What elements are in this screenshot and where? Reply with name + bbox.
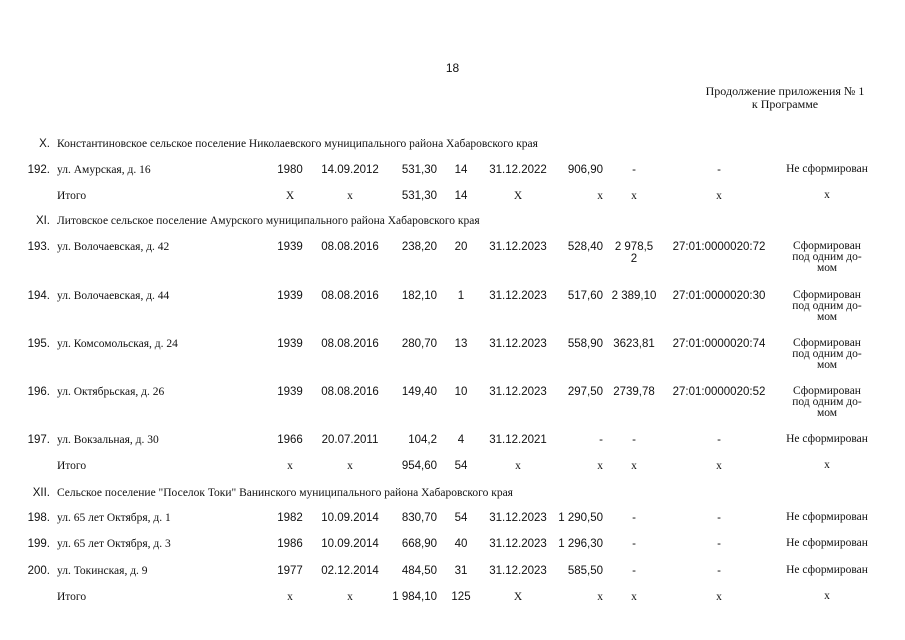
row-cost: 517,60 (567, 290, 603, 302)
row-status: Сформирован под одним до- мом (792, 337, 862, 371)
row-area: 149,40 (401, 386, 437, 398)
row-cadastral-number: 27:01:0000020:52 (672, 386, 766, 398)
total-cost: х (597, 591, 603, 603)
row-year: 1977 (277, 565, 303, 577)
total-count: 14 (454, 190, 468, 202)
row-area: 280,70 (401, 338, 437, 350)
row-date: 08.08.2016 (321, 241, 379, 253)
appendix-note-line-2: к Программе (751, 97, 819, 111)
row-address: ул. 65 лет Октября, д. 3 (57, 538, 171, 550)
row-year: 1966 (277, 434, 303, 446)
section-title: Сельское поселение "Поселок Токи" Ванинского муниципального района Хабаровского края (57, 487, 513, 499)
total-cost-2: х (631, 460, 637, 472)
section-roman-numeral: XI. (35, 215, 50, 227)
row-cost: 1 290,50 (558, 512, 603, 524)
row-date: 20.07.2011 (321, 434, 379, 446)
row-number: 199. (27, 538, 50, 550)
row-cost: 558,90 (567, 338, 603, 350)
appendix-note-line-1: Продолжение приложения № 1 (705, 84, 865, 98)
row-status: Не сформирован (786, 433, 868, 445)
section-roman-numeral: XII. (32, 487, 50, 499)
row-number: 198. (27, 512, 50, 524)
row-status: Сформирован под одним до- мом (792, 289, 862, 323)
row-number: 192. (27, 164, 50, 176)
row-cadastral-number: 27:01:0000020:72 (672, 241, 766, 253)
total-year: х (287, 460, 293, 472)
row-cadastral-number: - (717, 565, 721, 577)
total-deadline: х (515, 460, 521, 472)
row-status: Сформирован под одним до- мом (792, 240, 862, 274)
row-count: 10 (454, 386, 468, 398)
row-cost: 297,50 (567, 386, 603, 398)
row-number: 200. (27, 565, 50, 577)
total-cost-2: х (631, 190, 637, 202)
row-address: ул. Амурская, д. 16 (57, 164, 151, 176)
row-status: Не сформирован (786, 537, 868, 549)
row-deadline: 31.12.2021 (489, 434, 547, 446)
row-cost: 1 296,30 (558, 538, 603, 550)
total-date: х (347, 591, 353, 603)
row-deadline: 31.12.2023 (489, 386, 547, 398)
row-number: 197. (27, 434, 50, 446)
row-deadline: 31.12.2023 (489, 565, 547, 577)
row-year: 1939 (277, 290, 303, 302)
row-number: 193. (27, 241, 50, 253)
total-count: 125 (451, 591, 471, 603)
appendix-note (660, 85, 905, 111)
row-date: 14.09.2012 (321, 164, 379, 176)
row-cadastral-number: - (717, 512, 721, 524)
section-title: Константиновское сельское поселение Николаевского муниципального района Хабаровского края (57, 138, 538, 150)
row-cost-2: 2 978,5 2 (614, 241, 654, 265)
total-label: Итого (57, 591, 87, 603)
row-cost-2: - (632, 538, 636, 550)
row-year: 1939 (277, 386, 303, 398)
row-number: 196. (27, 386, 50, 398)
total-cost: х (597, 190, 603, 202)
row-deadline: 31.12.2023 (489, 290, 547, 302)
total-cadastral: х (716, 460, 722, 472)
row-count: 14 (454, 164, 468, 176)
total-status: х (824, 189, 830, 201)
row-area: 484,50 (401, 565, 437, 577)
row-cadastral-number: 27:01:0000020:30 (672, 290, 766, 302)
row-count: 4 (457, 434, 465, 446)
row-address: ул. Комсомольская, д. 24 (57, 338, 178, 350)
total-status: х (824, 459, 830, 471)
row-number: 195. (27, 338, 50, 350)
row-cadastral-number: - (717, 434, 721, 446)
row-date: 10.09.2014 (321, 512, 379, 524)
row-cost-2: - (632, 164, 636, 176)
row-area: 531,30 (401, 164, 437, 176)
total-year: Х (285, 190, 295, 202)
total-date: х (347, 460, 353, 472)
row-status: Не сформирован (786, 163, 868, 175)
total-date: х (347, 190, 353, 202)
row-cadastral-number: - (717, 538, 721, 550)
total-area: 954,60 (401, 460, 437, 472)
row-cost: 585,50 (567, 565, 603, 577)
page-number: 18 (445, 61, 460, 75)
row-year: 1982 (277, 512, 303, 524)
row-cost-2: 3623,81 (613, 338, 655, 350)
row-number: 194. (27, 290, 50, 302)
row-cost: 528,40 (567, 241, 603, 253)
total-deadline: Х (513, 190, 523, 202)
total-deadline: Х (513, 591, 523, 603)
row-address: ул. 65 лет Октября, д. 1 (57, 512, 171, 524)
row-count: 54 (454, 512, 468, 524)
row-date: 08.08.2016 (321, 386, 379, 398)
row-cost-2: - (632, 434, 636, 446)
row-deadline: 31.12.2023 (489, 338, 547, 350)
row-address: ул. Токинская, д. 9 (57, 565, 148, 577)
row-cost-2: 2739,78 (613, 386, 655, 398)
row-count: 31 (454, 565, 468, 577)
row-cost-2: - (632, 512, 636, 524)
row-count: 40 (454, 538, 468, 550)
section-roman-numeral: X. (39, 138, 50, 150)
row-cost: - (599, 434, 603, 446)
row-year: 1939 (277, 338, 303, 350)
total-cadastral: х (716, 591, 722, 603)
row-address: ул. Октябрьская, д. 26 (57, 386, 165, 398)
total-cadastral: х (716, 190, 722, 202)
row-area: 668,90 (401, 538, 437, 550)
row-date: 02.12.2014 (321, 565, 379, 577)
row-date: 08.08.2016 (321, 338, 379, 350)
row-area: 830,70 (401, 512, 437, 524)
row-date: 10.09.2014 (321, 538, 379, 550)
row-address: ул. Волочаевская, д. 44 (57, 290, 170, 302)
row-deadline: 31.12.2023 (489, 512, 547, 524)
row-status: Не сформирован (786, 564, 868, 576)
total-year: х (287, 591, 293, 603)
row-cadastral-number: - (717, 164, 721, 176)
row-deadline: 31.12.2022 (489, 164, 547, 176)
row-cost-2: - (632, 565, 636, 577)
total-area: 531,30 (401, 190, 437, 202)
row-address: ул. Вокзальная, д. 30 (57, 434, 159, 446)
row-count: 1 (457, 290, 465, 302)
row-cost-2: 2 389,10 (611, 290, 657, 302)
row-year: 1939 (277, 241, 303, 253)
row-area: 182,10 (401, 290, 437, 302)
row-year: 1980 (277, 164, 303, 176)
section-title: Литовское сельское поселение Амурского муниципального района Хабаровского края (57, 215, 480, 227)
total-label: Итого (57, 460, 87, 472)
total-area: 1 984,10 (392, 591, 437, 603)
total-label: Итого (57, 190, 87, 202)
total-cost: х (597, 460, 603, 472)
row-date: 08.08.2016 (321, 290, 379, 302)
row-year: 1986 (277, 538, 303, 550)
row-address: ул. Волочаевская, д. 42 (57, 241, 170, 253)
total-cost-2: х (631, 591, 637, 603)
total-status: х (824, 590, 830, 602)
row-area: 238,20 (401, 241, 437, 253)
row-area: 104,2 (408, 434, 437, 446)
row-status: Не сформирован (786, 511, 868, 523)
row-status: Сформирован под одним до- мом (792, 385, 862, 419)
row-deadline: 31.12.2023 (489, 241, 547, 253)
row-deadline: 31.12.2023 (489, 538, 547, 550)
row-count: 20 (454, 241, 468, 253)
row-cadastral-number: 27:01:0000020:74 (672, 338, 766, 350)
row-count: 13 (454, 338, 468, 350)
total-count: 54 (454, 460, 468, 472)
row-cost: 906,90 (567, 164, 603, 176)
